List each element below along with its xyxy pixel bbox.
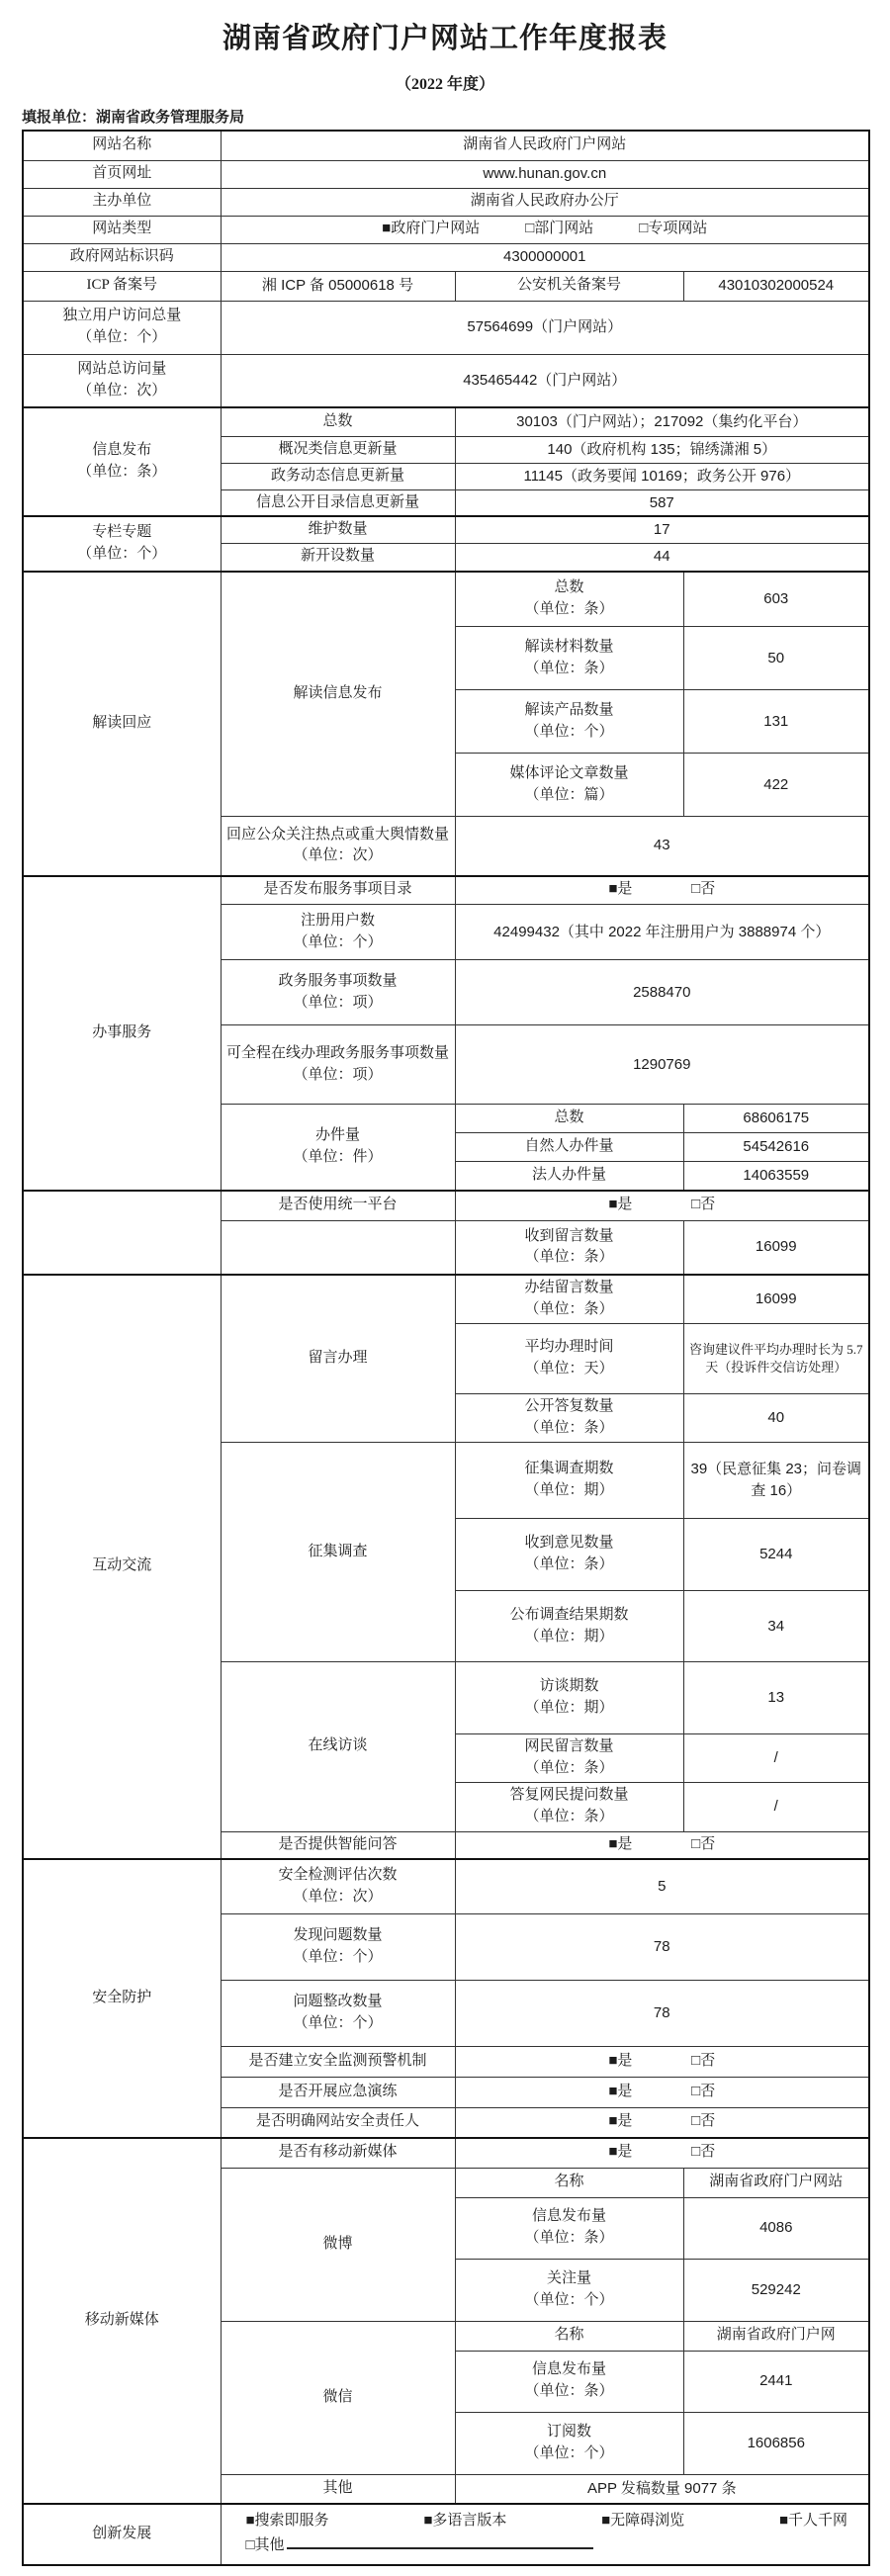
label-line: 问题整改数量 (293, 1993, 383, 2009)
overview-updates-value: 140（政府机构 135；锦绣潇湘 5） (455, 436, 869, 463)
checkbox-no: □否 (691, 2144, 716, 2161)
unique-visitors-value: 57564699（门户网站） (221, 301, 869, 354)
row-label-unified-platform: 是否使用统一平台 (221, 1191, 455, 1221)
innovation-option-personalized-checkbox: ■千人千网 (778, 2512, 847, 2529)
handled-legal-value: 14063559 (683, 1162, 869, 1191)
row-label-hotspot-response: 回应公众关注热点或重大舆情数量（单位：次） (221, 817, 455, 876)
label-line: 政务服务事项数量 (278, 972, 398, 989)
label-line: 访谈期数 (539, 1678, 599, 1695)
unit-line: （单位：期） (524, 1482, 614, 1498)
handled-total-value: 68606175 (683, 1105, 869, 1133)
unit-line: （单位：条） (77, 464, 167, 481)
wechat-posts-value: 2441 (683, 2351, 869, 2412)
row-label-weibo-posts (455, 2197, 683, 2259)
blank-underline (287, 2534, 593, 2549)
row-label-problems-found (221, 1913, 455, 1980)
section-label-innovation: 创新发展 (23, 2504, 221, 2565)
checkbox-no: □否 (691, 2052, 716, 2069)
police-record-value: 43010302000524 (683, 271, 869, 301)
section-label-interaction: 互动交流 (23, 1275, 221, 1860)
row-label-site-name: 网站名称 (23, 131, 221, 160)
unit-line: （单位：条） (524, 1556, 614, 1572)
innovation-option-multilang-checkbox: ■多语言版本 (423, 2512, 507, 2529)
unit-line: （单位：个） (524, 2291, 614, 2308)
row-label-handled-legal: 法人办件量 (455, 1162, 683, 1191)
icp-value: 湘 ICP 备 05000618 号 (221, 271, 455, 301)
checkbox-no: □否 (691, 1197, 716, 1213)
received-messages-value: 16099 (683, 1221, 869, 1275)
row-label-security-checks (221, 1859, 455, 1913)
unified-platform-value (455, 1191, 869, 1221)
group-label-interviews: 在线访谈 (221, 1662, 455, 1832)
row-label-handled-natural: 自然人办件量 (455, 1133, 683, 1162)
home-url-value: www.hunan.gov.cn (221, 160, 869, 188)
label-line: 总数 (554, 579, 584, 595)
row-label-registered-users (221, 905, 455, 960)
label-line: 媒体评论文章数量 (509, 764, 629, 781)
group-label-handled-volume (221, 1105, 455, 1191)
checkbox-no: □否 (691, 1835, 716, 1852)
unit-line: （单位：期） (524, 1628, 614, 1644)
unit-line: （单位：条） (524, 2230, 614, 2246)
group-label-wechat: 微信 (221, 2321, 455, 2474)
label-line: 平均办理时间 (524, 1339, 614, 1356)
unit-line: （单位：条） (524, 600, 614, 617)
row-label-sponsor: 主办单位 (23, 188, 221, 216)
row-label-dynamic-updates: 政务动态信息更新量 (221, 463, 455, 489)
hotspot-response-value: 43 (455, 817, 869, 876)
reporting-unit: 填报单位：湖南省政务管理服务局 (22, 110, 245, 126)
netizen-messages-value: / (683, 1734, 869, 1783)
row-label-interp-products (455, 690, 683, 754)
row-label-smart-qa: 是否提供智能问答 (221, 1831, 455, 1859)
row-label-total-visits (23, 354, 221, 407)
checkbox-no: □否 (691, 881, 716, 898)
row-label-weibo-followers (455, 2259, 683, 2321)
label-line: 网民留言数量 (524, 1738, 614, 1754)
report-year: （2022 年度） (395, 76, 494, 93)
unit-line: （单位：个） (77, 545, 167, 562)
site-type-option-special-checkbox: □专项网站 (639, 221, 708, 237)
catalog-updates-value: 587 (455, 489, 869, 516)
label-line: 公开答复数量 (524, 1398, 614, 1415)
weibo-posts-value: 4086 (683, 2197, 869, 2259)
registered-users-value: 42499432（其中 2022 年注册用户为 3888974 个） (455, 905, 869, 960)
empty-cell (23, 1191, 221, 1275)
unit-line: （单位：个） (293, 1948, 383, 1965)
row-label-info-total: 总数 (221, 407, 455, 436)
checkbox-yes: ■是 (608, 2144, 633, 2161)
row-label-has-new-media: 是否有移动新媒体 (221, 2138, 455, 2168)
label-line: 收到意见数量 (524, 1535, 614, 1552)
label-line: 注册用户数 (300, 912, 375, 929)
row-label-questions-answered (455, 1782, 683, 1831)
label-line: 网站总访问量 (77, 361, 167, 377)
unit-line: （单位：条） (524, 1300, 614, 1317)
handled-natural-value: 54542616 (683, 1133, 869, 1162)
section-label-services: 办事服务 (23, 876, 221, 1191)
monitoring-mechanism-value (455, 2046, 869, 2077)
problems-fixed-value: 78 (455, 1980, 869, 2046)
problems-found-value: 78 (455, 1913, 869, 1980)
unit-line: （单位：个） (77, 329, 167, 345)
row-label-interview-issues (455, 1662, 683, 1734)
row-label-site-code: 政府网站标识码 (23, 243, 221, 271)
row-label-catalog-updates: 信息公开目录信息更新量 (221, 489, 455, 516)
innovation-option-search-checkbox: ■搜索即服务 (245, 2512, 329, 2529)
survey-issues-value: 39（民意征集 23；问卷调查 16） (683, 1443, 869, 1519)
label-line: 办件量 (314, 1127, 360, 1143)
label-line: 关注量 (546, 2269, 591, 2286)
row-label-problems-fixed (221, 1980, 455, 2046)
label-line: 信息发布量 (531, 2208, 606, 2225)
unit-line: （单位：个） (293, 933, 383, 950)
row-label-overview-updates: 概况类信息更新量 (221, 436, 455, 463)
row-label-completed-messages (455, 1275, 683, 1324)
total-visits-value: 435465442（门户网站） (221, 354, 869, 407)
label-line: 答复网民提问数量 (509, 1787, 629, 1804)
row-label-emergency-drill: 是否开展应急演练 (221, 2077, 455, 2107)
unit-line: （单位：天） (524, 1361, 614, 1377)
unit-line: （单位：条） (524, 1759, 614, 1776)
public-replies-value: 40 (683, 1394, 869, 1443)
row-label-media-comments (455, 754, 683, 817)
section-label-interpretation: 解读回应 (23, 572, 221, 876)
results-published-value: 34 (683, 1591, 869, 1662)
section-label-new-media: 移动新媒体 (23, 2138, 221, 2504)
row-label-results-published (455, 1591, 683, 1662)
other-media-value: APP 发稿数量 9077 条 (455, 2474, 869, 2504)
unit-line: （单位：条） (524, 1420, 614, 1436)
unit-line: （单位：次） (77, 382, 167, 399)
checkbox-yes: ■是 (608, 1835, 633, 1852)
wechat-name-value: 湖南省政府门户网 (683, 2321, 869, 2351)
maintained-count-value: 17 (455, 516, 869, 543)
row-label-interp-materials (455, 627, 683, 690)
media-comments-value: 422 (683, 754, 869, 817)
site-type-option-department-checkbox: □部门网站 (525, 221, 594, 237)
unit-line: （单位：个） (293, 2014, 383, 2031)
group-label-surveys: 征集调查 (221, 1443, 455, 1662)
service-items-value: 2588470 (455, 960, 869, 1025)
weibo-name-value: 湖南省政府门户网站 (683, 2168, 869, 2197)
empty-cell (221, 1221, 455, 1275)
has-new-media-value (455, 2138, 869, 2168)
row-label-icp: ICP 备案号 (23, 271, 221, 301)
security-officer-value (455, 2107, 869, 2138)
row-label-survey-issues (455, 1443, 683, 1519)
unit-line: （单位：次） (293, 1888, 383, 1905)
unit-line: （单位：条） (524, 1809, 614, 1824)
row-label-opinions-received (455, 1519, 683, 1591)
group-label-weibo: 微博 (221, 2168, 455, 2321)
row-label-police-record: 公安机关备案号 (455, 271, 683, 301)
label-line: 独立用户访问总量 (62, 308, 182, 324)
label-line: 办结留言数量 (524, 1280, 614, 1295)
unit-line: （单位：个） (524, 723, 614, 740)
site-type-value (221, 216, 869, 243)
row-label-new-count: 新开设数量 (221, 544, 455, 572)
row-label-unique-visitors (23, 301, 221, 354)
row-label-home-url: 首页网址 (23, 160, 221, 188)
unit-line: （单位：篇） (524, 786, 614, 803)
label-line: 征集调查期数 (524, 1461, 614, 1477)
checkbox-no: □否 (691, 2083, 716, 2099)
service-catalog-value (455, 876, 869, 905)
label-line: 专栏专题 (92, 524, 152, 541)
sponsor-value: 湖南省人民政府办公厅 (221, 188, 869, 216)
opinions-received-value: 5244 (683, 1519, 869, 1591)
weibo-followers-value: 529242 (683, 2259, 869, 2321)
row-label-received-messages (455, 1221, 683, 1275)
label-line: 收到留言数量 (524, 1227, 614, 1244)
annual-report-table (22, 130, 870, 2566)
label-line: 解读材料数量 (524, 638, 614, 655)
innovation-option-other-checkbox: □其他 (245, 2536, 285, 2553)
label-line: 订阅数 (546, 2423, 591, 2440)
row-label-wechat-subscribers (455, 2412, 683, 2474)
group-label-interpretation-publish: 解读信息发布 (221, 572, 455, 817)
wechat-subscribers-value: 1606856 (683, 2412, 869, 2474)
new-count-value: 44 (455, 544, 869, 572)
row-label-security-officer: 是否明确网站安全责任人 (221, 2107, 455, 2138)
unit-line: （单位：期） (524, 1700, 614, 1716)
unit-line: （单位：件） (293, 1148, 383, 1165)
unit-line: （单位：条） (524, 660, 614, 676)
completed-messages-value: 16099 (683, 1275, 869, 1324)
checkbox-yes: ■是 (608, 881, 633, 898)
checkbox-yes: ■是 (608, 2113, 633, 2130)
dynamic-updates-value: 11145（政务要闻 10169；政务公开 976） (455, 463, 869, 489)
unit-line: （单位：条） (524, 2383, 614, 2399)
label-line: 信息发布量 (531, 2361, 606, 2378)
label-line: 信息发布 (92, 442, 152, 459)
innovation-option-accessibility-checkbox: ■无障碍浏览 (601, 2512, 685, 2529)
security-checks-value: 5 (455, 1859, 869, 1913)
avg-handling-time-value: 咨询建议件平均办理时长为 5.7 天（投诉件交信访处理） (683, 1324, 869, 1394)
group-label-message-handling: 留言办理 (221, 1275, 455, 1443)
questions-answered-value: / (683, 1782, 869, 1831)
checkbox-yes: ■是 (608, 1197, 633, 1213)
row-label-service-catalog: 是否发布服务事项目录 (221, 876, 455, 905)
label-line: 安全检测评估次数 (278, 1867, 398, 1883)
site-name-value: 湖南省人民政府门户网站 (221, 131, 869, 160)
checkbox-yes: ■是 (608, 2083, 633, 2099)
label-line: 解读产品数量 (524, 701, 614, 718)
row-label-public-replies (455, 1394, 683, 1443)
row-label-netizen-messages (455, 1734, 683, 1783)
interp-total-value: 603 (683, 572, 869, 627)
interp-materials-value: 50 (683, 627, 869, 690)
row-label-maintained-count: 维护数量 (221, 516, 455, 543)
label-line: 发现问题数量 (293, 1926, 383, 1943)
section-label-special-columns (23, 516, 221, 571)
row-label-monitoring-mechanism: 是否建立安全监测预警机制 (221, 2046, 455, 2077)
innovation-value (221, 2504, 869, 2565)
site-type-option-portal-checkbox: ■政府门户网站 (382, 221, 481, 237)
unit-line: （单位：个） (524, 2444, 614, 2461)
info-total-value: 30103（门户网站）；217092（集约化平台） (455, 407, 869, 436)
interp-products-value: 131 (683, 690, 869, 754)
row-label-avg-handling-time (455, 1324, 683, 1394)
section-label-info-release (23, 407, 221, 516)
report-title: 湖南省政府门户网站工作年度报表 (222, 23, 668, 54)
online-items-value: 1290769 (455, 1025, 869, 1105)
row-label-interp-total (455, 572, 683, 627)
emergency-drill-value (455, 2077, 869, 2107)
checkbox-no: □否 (691, 2113, 716, 2130)
row-label-wechat-posts (455, 2351, 683, 2412)
unit-line: （单位：项） (293, 994, 383, 1011)
row-label-service-items (221, 960, 455, 1025)
row-label-other-media: 其他 (221, 2474, 455, 2504)
unit-line: （单位：条） (524, 1249, 614, 1266)
section-label-security: 安全防护 (23, 1859, 221, 2138)
row-label-online-items: 可全程在线办理政务服务事项数量（单位：项） (221, 1025, 455, 1105)
smart-qa-value (455, 1831, 869, 1859)
row-label-handled-total: 总数 (455, 1105, 683, 1133)
row-label-wechat-name: 名称 (455, 2321, 683, 2351)
row-label-weibo-name: 名称 (455, 2168, 683, 2197)
label-line: 公布调查结果期数 (509, 1606, 629, 1623)
row-label-site-type: 网站类型 (23, 216, 221, 243)
site-code-value: 4300000001 (221, 243, 869, 271)
interview-issues-value: 13 (683, 1662, 869, 1734)
checkbox-yes: ■是 (608, 2052, 633, 2069)
